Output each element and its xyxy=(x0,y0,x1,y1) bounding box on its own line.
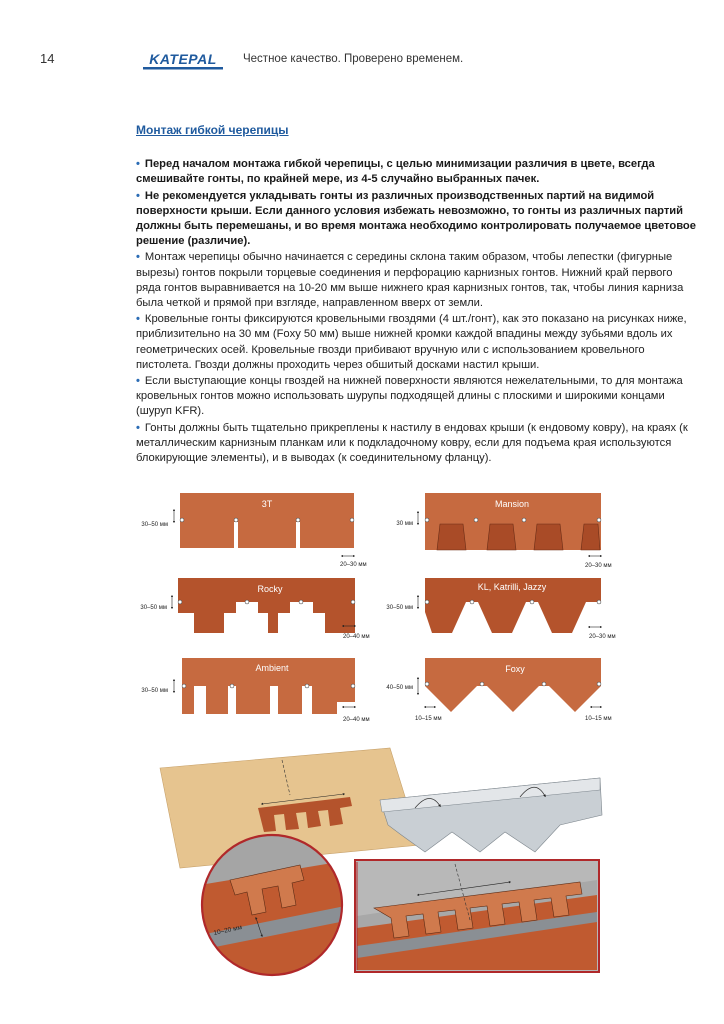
shingle-name-3t: 3T xyxy=(261,499,273,509)
eave-detail-circle xyxy=(200,835,350,975)
gap-label: 20–40 мм xyxy=(343,717,370,723)
gap-label: 20–30 мм xyxy=(589,634,616,640)
height-label: 30–50 мм xyxy=(140,605,167,611)
height-label: 30–50 мм xyxy=(386,605,413,611)
bullet-icon: • xyxy=(136,189,140,202)
slogan: Честное качество. Проверено временем. xyxy=(243,53,464,65)
shingle-name-ambient: Ambient xyxy=(255,663,289,673)
paragraph-text: Гонты должны быть тщательно прикреплены к настилу в ендовах крыши (к ендовому ковру), на краях (к металлическим карнизным планкам или к подкладочному ковру, если для подъема края используются блокирующие элементы), и в выводах (к соединительному фланцу). xyxy=(136,421,688,465)
shingle-name-mansion: Mansion xyxy=(494,499,530,509)
height-label: 30 мм xyxy=(396,521,413,527)
shingle-foxy xyxy=(386,658,611,722)
shingle-kl-katrilli-jazzy xyxy=(386,578,615,640)
gap-label: 10–15 мм xyxy=(415,716,442,722)
gap-label-2: 10–15 мм xyxy=(585,716,612,722)
page-number: 14 xyxy=(40,51,55,66)
bullet-icon: • xyxy=(136,421,140,434)
bullet-icon: • xyxy=(136,251,140,264)
bullet-icon: • xyxy=(136,158,140,171)
gap-label: 20–30 мм xyxy=(340,562,367,568)
bullet-icon: • xyxy=(136,313,140,326)
section-title: Монтаж гибкой черепицы xyxy=(136,123,289,137)
height-label: 30–50 мм xyxy=(141,522,168,528)
shingle-ambient xyxy=(141,658,369,723)
paragraph-text: Не рекомендуется укладывать гонты из различных производственных партий на видимой поверхности крыши. Если данного условия избежать невозможно, то гонты из различных партий должны быть перемешаны, и во время монтажа необходимо контролировать получаемое цветовое решение (различие). xyxy=(136,189,696,248)
bullet-icon: • xyxy=(136,375,140,388)
height-label: 30–50 мм xyxy=(141,688,168,694)
eave-detail-rectangle xyxy=(355,860,599,972)
shingle-name-rocky: Rocky xyxy=(257,584,283,594)
shingle-3t xyxy=(141,493,366,568)
height-label: 40–50 мм xyxy=(386,685,413,691)
shingle-name-foxy: Foxy xyxy=(505,664,525,674)
paragraph-text: Перед началом монтажа гибкой черепицы, с целью минимизации различия в цвете, всегда смешивайте гонты, по крайней мере, из 4-5 случайно выбранных пачек. xyxy=(136,158,655,186)
paragraph-text: Монтаж черепицы обычно начинается с середины склона таким образом, чтобы лепестки (фигурные вырезы) гонтов покрыли торцевые соединения и перфорацию карнизных гонтов. Нижний край первого ряда гонтов выравнивается на 10-20 мм выше нижнего края карнизных гонтов, так, чтобы линия карниза была четкой и прямой при взгляде, направленном вверх от земли. xyxy=(136,251,684,310)
paragraph-text: Если выступающие концы гвоздей на нижней поверхности являются нежелательными, то для монтажа кровельных гонтов можно использовать шурупы подходящей длины с плоскими и широкими концами (шуруп KFR). xyxy=(136,375,683,418)
shingle-rocky xyxy=(140,578,369,640)
shingle-name-kl: KL, Katrilli, Jazzy xyxy=(477,582,547,592)
offset-label: 10–20 мм xyxy=(212,924,243,937)
roof-installation-illustration xyxy=(160,748,602,868)
svg-text:KATEPAL: KATEPAL xyxy=(149,51,217,67)
paragraph-text: Кровельные гонты фиксируются кровельными гвоздями (4 шт./гонт), как это показано на рисунках ниже, приблизительно на 30 мм (Foxy 50 мм) выше нижней кромки каждой впадины между зубьями вдоль их геометрических осей. Кровельные гвозди прибивают вручную или с использованием кровельного пистолета. Гвозди должны проходить через обшитый досками настил крыши. xyxy=(136,313,687,371)
gap-label: 20–40 мм xyxy=(343,634,370,640)
gap-label: 20–30 мм xyxy=(585,563,612,569)
shingle-mansion xyxy=(396,493,611,569)
